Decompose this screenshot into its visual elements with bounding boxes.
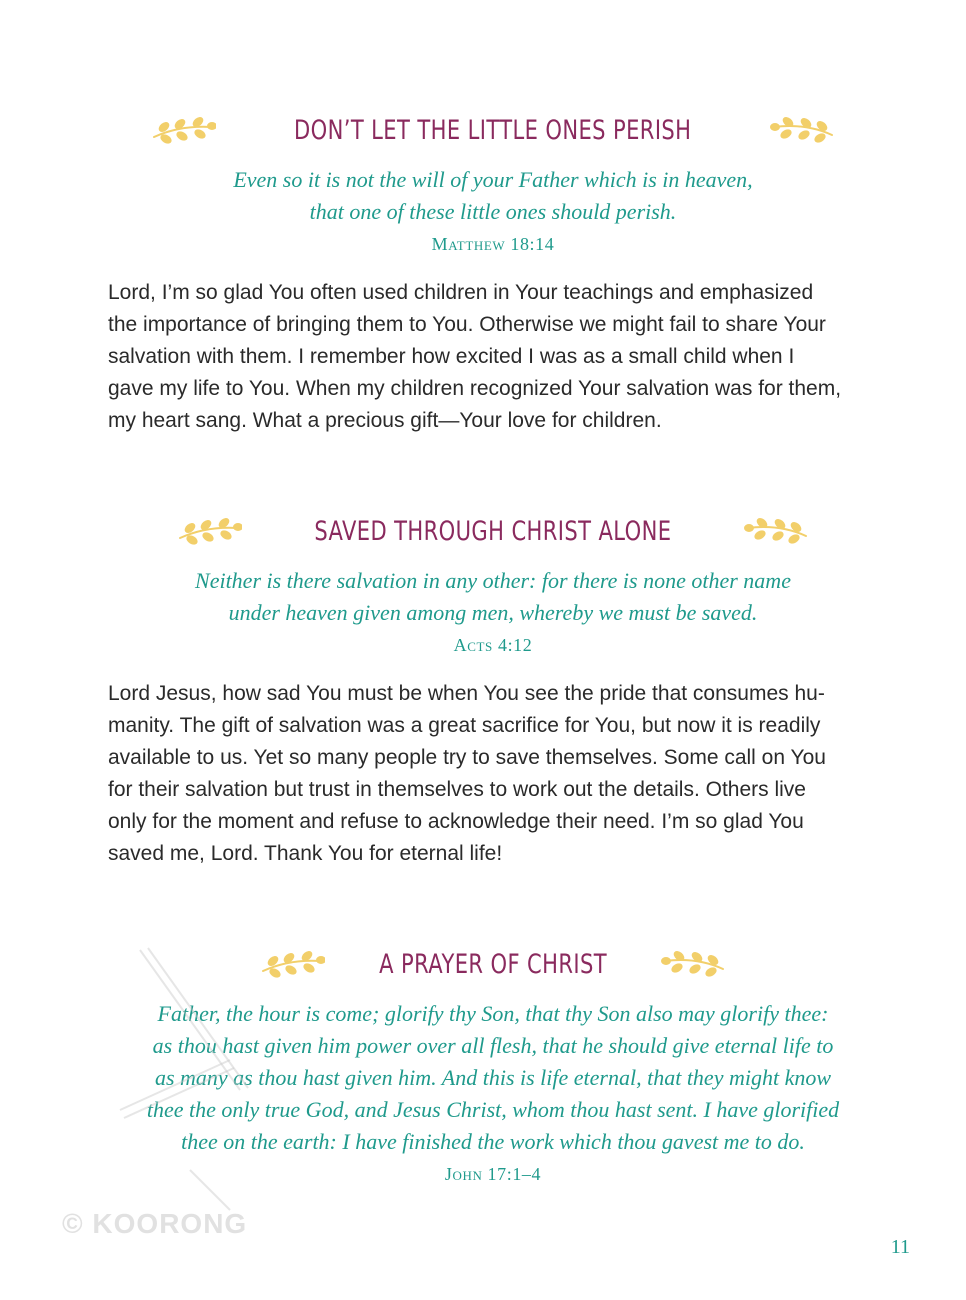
leaf-sprig-left-icon	[150, 115, 216, 145]
verse-line: Neither is there salvation in any other: for there is none other name	[195, 568, 791, 593]
scripture-reference: Acts 4:12	[453, 635, 533, 655]
verse-line: that one of these little ones should perish.	[309, 199, 677, 224]
section-heading-row	[108, 509, 878, 553]
verse-line: under heaven given among men, whereby we must be saved.	[228, 600, 758, 625]
prayer-line: manity. The gift of salvation was a great sacrifice for You, but now it is readily	[108, 714, 821, 737]
scripture-reference: John 17:1–4	[444, 1164, 542, 1184]
prayer-text	[108, 277, 878, 437]
prayer-line: available to us. Yet so many people try to save themselves. Some call on You	[108, 746, 826, 769]
prayer-line: for their salvation but trust in themselves to work out the details. Others live	[108, 778, 806, 801]
prayer-line: my heart sang. What a precious gift—Your love for children.	[108, 409, 662, 432]
prayer-text	[108, 678, 878, 870]
leaf-sprig-right-icon	[770, 115, 836, 145]
scripture-verse	[108, 565, 878, 629]
verse-line: Even so it is not the will of your Father which is in heaven,	[233, 167, 753, 192]
leaf-sprig-right-icon	[744, 516, 810, 546]
prayer-line: Lord, I’m so glad You often used children in Your teachings and emphasized	[108, 281, 814, 304]
verse-line: Father, the hour is come; glorify thy Son, that thy Son also may glorify thee:	[157, 1001, 829, 1026]
leaf-sprig-right-icon	[661, 949, 727, 979]
section-title: A PRAYER OF CHRIST	[379, 948, 607, 980]
page-number: 11	[890, 1236, 910, 1258]
devotion-section-1	[108, 108, 878, 437]
leaf-sprig-left-icon	[176, 516, 242, 546]
verse-line: as thou hast given him power over all flesh, that he should give eternal life to	[152, 1033, 834, 1058]
scripture-verse	[108, 164, 878, 228]
watermark: © KOORONG	[62, 1208, 248, 1239]
section-heading-row	[108, 108, 878, 152]
section-title: DON’T LET THE LITTLE ONES PERISH	[294, 114, 692, 146]
devotion-section-2	[108, 509, 878, 870]
prayer-line: only for the moment and refuse to acknowledge their need. I’m so glad You	[108, 810, 804, 833]
prayer-line: the importance of bringing them to You. Otherwise we might fail to share Your	[108, 313, 826, 336]
verse-line: thee the only true God, and Jesus Christ, whom thou hast sent. I have glorified	[146, 1097, 840, 1122]
watermark-decoration-lines	[110, 940, 270, 1220]
section-title: SAVED THROUGH CHRIST ALONE	[314, 515, 672, 547]
prayer-line: Lord Jesus, how sad You must be when You see the pride that consumes hu-	[108, 682, 825, 705]
prayer-line: saved me, Lord. Thank You for eternal life!	[108, 842, 503, 865]
prayer-line: salvation with them. I remember how excited I was as a small child when I	[108, 345, 795, 368]
verse-line: thee on the earth: I have finished the work which thou gavest me to do.	[181, 1129, 805, 1154]
verse-line: as many as thou hast given him. And this is life eternal, that they might know	[154, 1065, 832, 1090]
prayer-line: gave my life to You. When my children recognized Your salvation was for them,	[108, 377, 842, 400]
scripture-reference: Matthew 18:14	[431, 234, 555, 254]
